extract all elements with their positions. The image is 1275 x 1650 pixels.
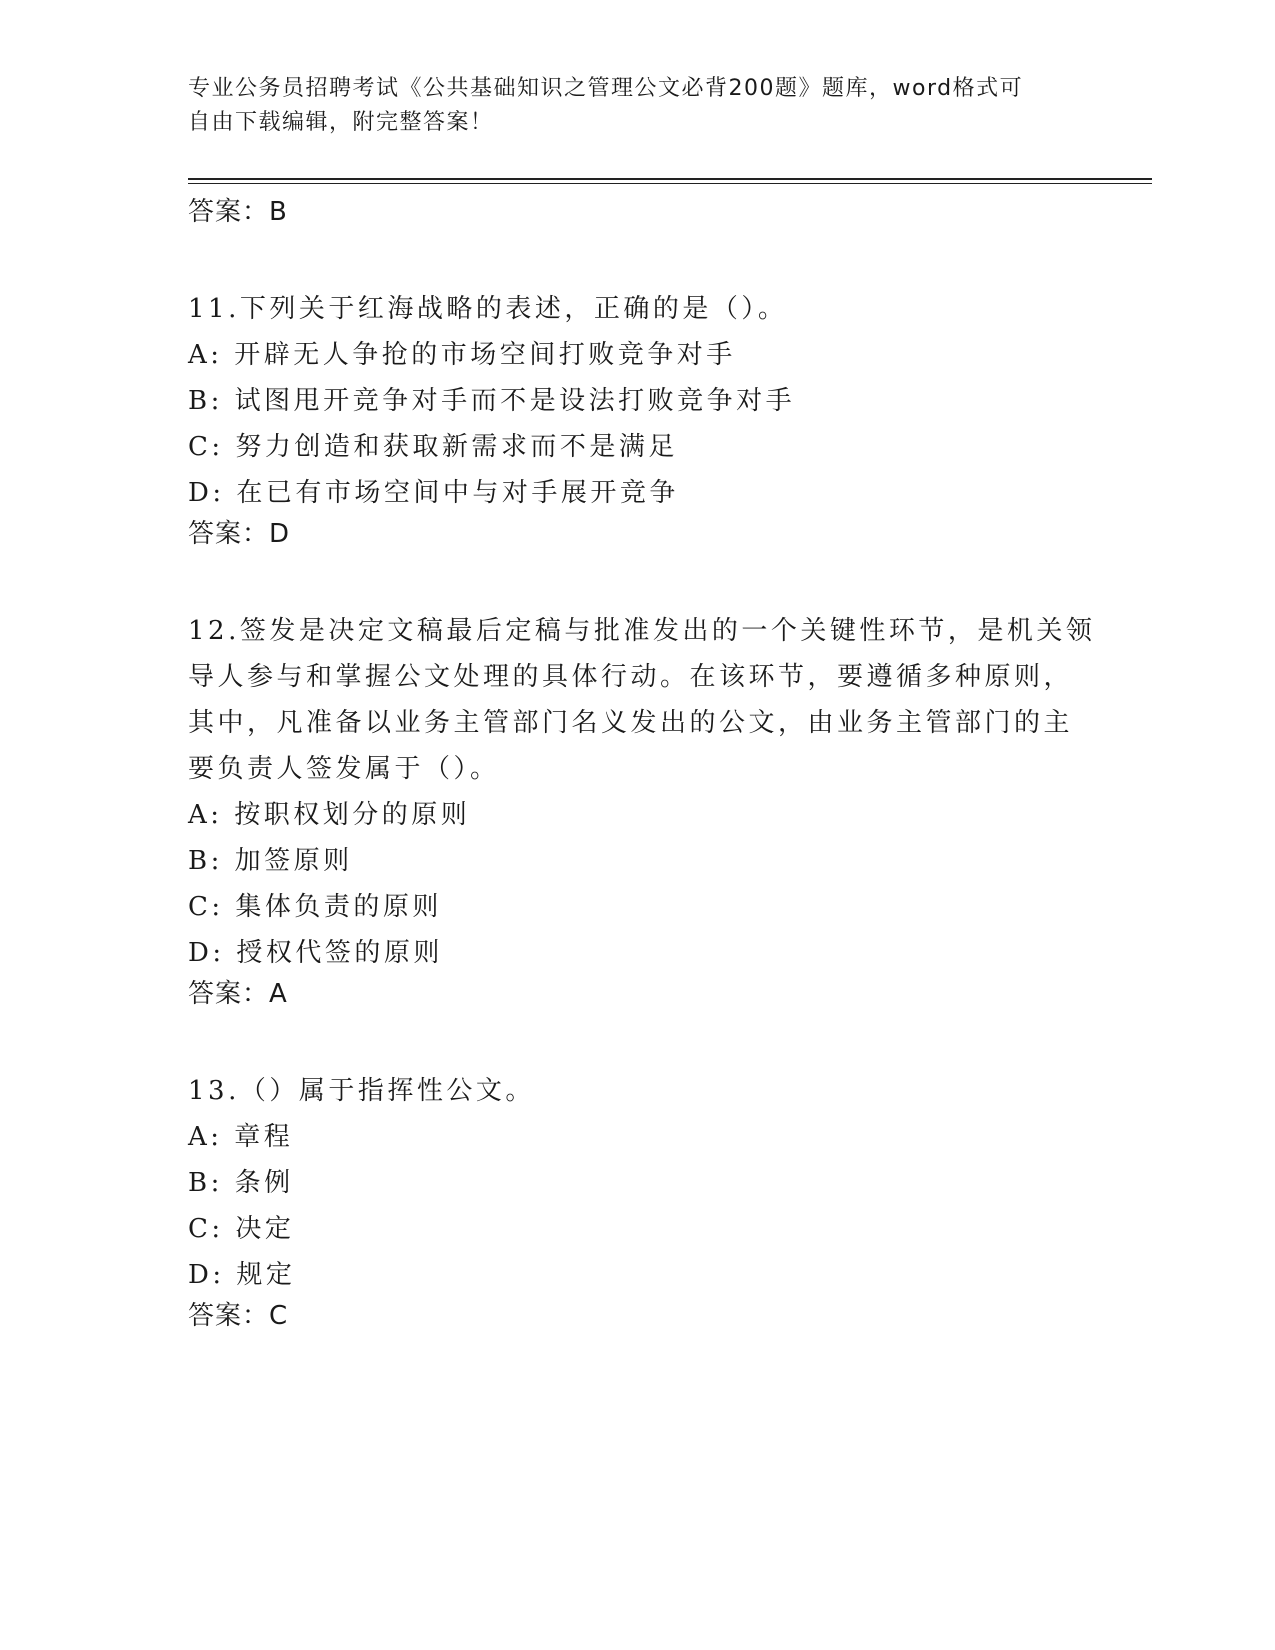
question-text-line-4: 要负责人签发属于（）。 (188, 754, 500, 784)
previous-answer: 答案：B (188, 197, 288, 227)
header-line-2: 自由下载编辑，附完整答案！ (188, 110, 494, 135)
option-c: C: 集体负责的原则 (188, 892, 442, 922)
question-text-line-3: 其中，凡准备以业务主管部门名义发出的公文，由业务主管部门的主 (188, 708, 1074, 738)
question-text-line-1: 12.签发是决定文稿最后定稿与批准发出的一个关键性环节，是机关领 (188, 616, 1096, 646)
document-body (188, 190, 1108, 1334)
answer: 答案：D (188, 519, 291, 549)
answer: 答案：C (188, 1301, 289, 1331)
question-text: 11.下列关于红海战略的表述，正确的是（）。 (188, 294, 788, 324)
option-a: A: 按职权划分的原则 (188, 800, 471, 830)
option-c: C: 努力创造和获取新需求而不是满足 (188, 432, 678, 462)
option-d: D: 规定 (188, 1260, 296, 1290)
header-line-1: 专业公务员招聘考试《公共基础知识之管理公文必背200题》题库，word格式可 (188, 76, 1024, 101)
question-13 (188, 1068, 1108, 1334)
header-divider-thick (188, 178, 1152, 180)
question-text: 13.（）属于指挥性公文。 (188, 1076, 535, 1106)
document-header (188, 72, 1088, 140)
option-b: B: 条例 (188, 1168, 294, 1198)
option-a: A: 章程 (188, 1122, 294, 1152)
header-divider-thin (188, 183, 1152, 184)
option-a: A: 开辟无人争抢的市场空间打败竞争对手 (188, 340, 736, 370)
option-d: D: 授权代签的原则 (188, 938, 443, 968)
option-c: C: 决定 (188, 1214, 295, 1244)
answer: 答案：A (188, 979, 288, 1009)
option-b: B: 加签原则 (188, 846, 353, 876)
option-b: B: 试图甩开竞争对手而不是设法打败竞争对手 (188, 386, 796, 416)
option-d: D: 在已有市场空间中与对手展开竞争 (188, 478, 679, 508)
question-11 (188, 286, 1108, 552)
question-12 (188, 608, 1108, 1012)
question-text-line-2: 导人参与和掌握公文处理的具体行动。在该环节，要遵循多种原则， (188, 662, 1074, 692)
